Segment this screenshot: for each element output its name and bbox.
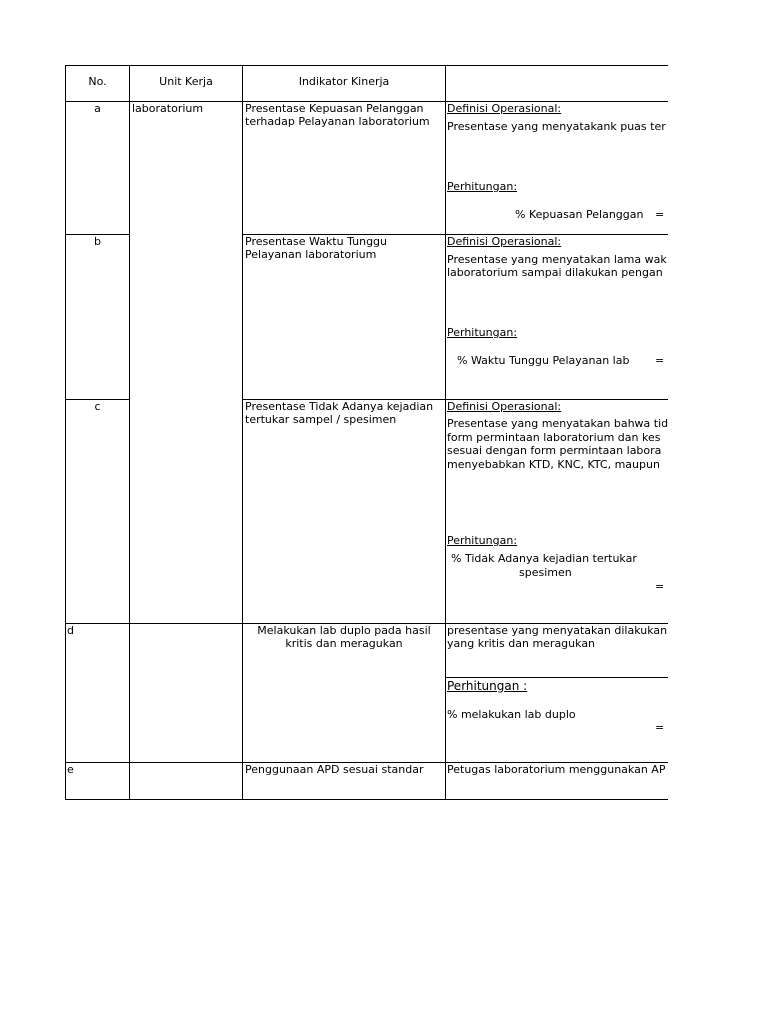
row-c-def-label: Definisi Operasional:: [447, 400, 562, 413]
row-b-indikator-line2: Pelayanan laboratorium: [245, 248, 377, 261]
table-border-left: [65, 65, 66, 800]
row-b-formula: % Waktu Tunggu Pelayanan lab: [457, 354, 630, 367]
table-border-bottom: [65, 799, 668, 800]
row-c-calc-label: Perhitungan:: [447, 534, 518, 547]
col-no-border: [129, 65, 130, 800]
row-b-def-label: Definisi Operasional:: [447, 235, 562, 248]
row-c-definition-cell: [446, 400, 668, 623]
row-a-indikator-line2: terhadap Pelayanan laboratorium: [245, 115, 430, 128]
row-a-calc-label: Perhitungan:: [447, 180, 518, 193]
row-b-def-line1: Presentase yang menyatakan lama wak: [447, 253, 667, 266]
row-e-indikator: Penggunaan APD sesuai standar: [245, 763, 424, 776]
row-c-equals: =: [655, 580, 665, 593]
row-c-def-line2: form permintaan laboratorium dan kes: [447, 431, 661, 444]
row-c-formula-line2: spesimen: [519, 566, 572, 579]
table-border-top: [65, 65, 668, 66]
row-a-def-line1: Presentase yang menyatakank puas ter: [447, 120, 666, 133]
header-indikator-kinerja: Indikator Kinerja: [298, 75, 390, 88]
row-d-indikator-line1: Melakukan lab duplo pada hasil: [257, 624, 431, 637]
row-b-def-line2: laboratorium sampai dilakukan pengan: [447, 266, 663, 279]
row-c-def-line4: menyebabkan KTD, KNC, KTC, maupun: [447, 458, 660, 471]
row-c-def-line3: sesuai dengan form permintaan labora: [447, 444, 662, 457]
row-c-def-line1: Presentase yang menyatakan bahwa tid: [447, 417, 668, 430]
row-d-def-line1: presentase yang menyatakan dilakukan: [447, 624, 668, 637]
row-d-calc-label: Perhitungan :: [447, 679, 528, 693]
row-e-definition-cell: [446, 763, 668, 799]
row-b-definition-cell: [446, 235, 668, 399]
row-c-indikator-line1: Presentase Tidak Adanya kejadian: [245, 400, 434, 413]
row-c-no: c: [94, 400, 101, 413]
row-b-equals: =: [655, 354, 665, 367]
row-e-no: e: [67, 763, 74, 776]
row-a-indikator-line1: Presentase Kepuasan Pelanggan: [245, 102, 424, 115]
row-e-def-line1: Petugas laboratorium menggunakan AP: [447, 763, 666, 776]
row-d-definition-cell: [446, 624, 668, 762]
row-d-def-line2: yang kritis dan meragukan: [447, 637, 596, 650]
row-d-indikator-line2: kritis dan meragukan: [285, 637, 403, 650]
row-b-calc-label: Perhitungan:: [447, 326, 518, 339]
row-a-unit: laboratorium: [132, 102, 204, 115]
row-b-no: b: [94, 235, 101, 248]
row-b-indikator-line1: Presentase Waktu Tunggu: [245, 235, 388, 248]
header-unit-kerja: Unit Kerja: [159, 75, 213, 88]
row-d-formula: % melakukan lab duplo: [447, 708, 576, 721]
row-a-definition-cell: [446, 102, 668, 234]
row-d-equals: =: [655, 721, 665, 734]
row-a-def-label: Definisi Operasional:: [447, 102, 562, 115]
row-d-no: d: [67, 624, 74, 637]
col-unit-border: [242, 65, 243, 800]
row-c-indikator-line2: tertukar sampel / spesimen: [245, 413, 397, 426]
row-a-formula: % Kepuasan Pelanggan: [515, 208, 644, 221]
row-c-formula-line1: % Tidak Adanya kejadian tertukar: [451, 552, 637, 565]
row-a-no: a: [94, 102, 101, 115]
row-a-equals: =: [655, 208, 665, 221]
header-no: No.: [88, 75, 107, 88]
